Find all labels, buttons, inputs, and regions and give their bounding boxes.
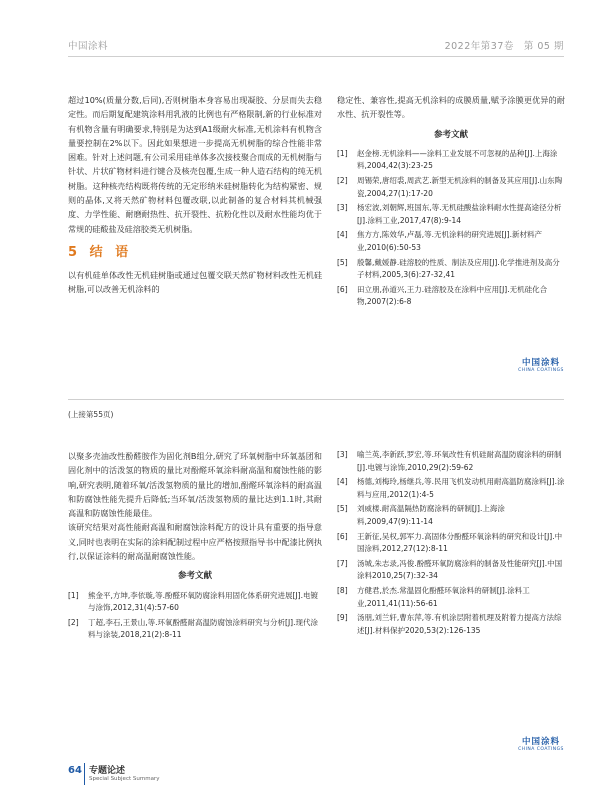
reference-item: [9] 汤朋,刘兰轩,曹东萍,等.有机涂层附着机理及附着力提高方法综述[J].材料保护2020,53(2):126-135 xyxy=(337,613,562,635)
bottom-left-column xyxy=(68,449,322,644)
references-title: 参考文献 xyxy=(177,571,212,582)
reference-item: [3] 杨宏波,刘朝辉,班国东,等.无机硅酸盐涂料耐水性提高途径分析[J].涂料工业,2017,47(8):9-14 xyxy=(337,203,562,225)
reference-list xyxy=(337,148,565,309)
header-rule xyxy=(68,56,564,57)
journal-name: 中国涂料 xyxy=(68,41,109,52)
reference-list xyxy=(68,590,322,642)
top-right-column xyxy=(337,93,565,311)
reference-item: [2] 周锡荣,唐绍裘,周武艺.新型无机涂料的制备及其应用[J].山东陶瓷,2004,27(1):17-20 xyxy=(337,176,563,198)
reference-item: [4] 杨德,刘梅玲,杨继兵,等.民用飞机发动机用耐高温防腐涂料[J].涂料与应用,2012(1):4-5 xyxy=(337,477,565,499)
bottom-right-column xyxy=(337,449,565,639)
reference-item: [5] 刘威楼.耐高温隔热防腐涂料的研制[J].上海涂料,2009,47(9):11-14 xyxy=(337,504,505,526)
journal-logo: 中国涂料 CHINA COATINGS xyxy=(518,737,564,752)
reference-item: [8] 方健君,於杰.常温固化酚醛环氧涂料的研制[J].涂料工业,2011,41(11):56-61 xyxy=(337,585,530,608)
body-paragraph: 超过10%(质量分数,后同),否则树脂本身容易出现凝胶、分层而失去稳定性。而后期复配建筑涂料用乳液的比例也有严格限制,新的行业标准对有机物含量有明确要求,特别是为达到A1级耐火标准,无机涂料有机物含量要控制在2%以下。因此如果想进一步提高无机树脂的综合性能非常困难。针对上述问题,有公司采用硅单体多次接枝聚合而成的无机树脂与针状、片状矿物材料进行键合及核壳包覆,生成一种人造石结构的纯无机树脂。这种核壳结构既将传统的无定形纳米硅树脂转化为结构紧密、规则的晶体,又将天然矿物材料包覆改联,以此制备的复合材料其机械强度、力学性能、耐磨耐热性、抗开裂性、抗粉化性以及耐水性能均优于常规的硅酸盐及硅溶胶类无机树脂。 xyxy=(68,95,322,234)
article-separator xyxy=(68,399,564,400)
top-left-column xyxy=(68,93,322,297)
reference-item: [1] 熊金平,方坤,李依璇,等.酚醛环氧防腐涂料用固化体系研究进展[J].电镀与涂饰,2012,31(4):57-60 xyxy=(68,590,318,613)
section-name-en: Special Subject Summary xyxy=(89,776,160,782)
section-heading: 5 结 语 xyxy=(68,244,133,260)
reference-item: [6] 田立朋,孙道兴,王力.硅溶胶及在涂料中应用[J].无机硅化合物,2007(2):6-8 xyxy=(337,284,548,307)
continued-from-note: (上接第55页) xyxy=(68,410,114,419)
reference-item: [7] 汤城,朱志录,冯俊.酚醛环氧防腐涂料的制备及性能研究[J].中国涂料2010,25(7):32-34 xyxy=(337,558,563,581)
reference-item: [6] 王新征,吴权,郭军力.高固体分酚醛环氧涂料的研究和设计[J].中国涂料,2012,27(12):8-11 xyxy=(337,531,563,554)
reference-item: [2] 丁超,李石,王景山,等.环氧酚醛耐高温防腐蚀涂料研究与分析[J].现代涂料与涂装,2018,21(2):8-11 xyxy=(68,617,318,640)
body-paragraph: 该研究结果对高性能耐高温和耐腐蚀涂料配方的设计具有重要的指导意义,同时也表明在实际的涂料配制过程中应严格按照指导书中配漆比例执行,以保证涂料的耐高温耐腐蚀性能。 xyxy=(68,522,322,562)
reference-item: [5] 殷馨,戴媛静.硅溶胶的性质、制法及应用[J].化学推进剂及高分子材料,2005,3(6):27-32,41 xyxy=(337,257,560,280)
body-paragraph: 稳定性、兼容性,提高无机涂料的成膜质量,赋予涂膜更优异的耐水性、抗开裂性等。 xyxy=(337,95,565,120)
footer-divider xyxy=(84,763,85,785)
running-header xyxy=(68,38,564,52)
issue-info: 2022年第37卷 第 05 期 xyxy=(444,41,564,52)
references-title: 参考文献 xyxy=(433,129,468,140)
section-name: 专题论述 xyxy=(89,766,126,776)
body-paragraph: 以聚多壳油改性酚醛胺作为固化剂B组分,研究了环氧树脂中环氧基团和固化剂中的活泼氢的物质的量比对酚醛环氧涂料耐高温和腐蚀性能的影响,研究表明,随着环氧/活泼氢物质的量比的增加,酚醛环氧涂料的耐高温和防腐蚀性能先提升后降低;当环氧/活泼氢物质的量比达到1.1时,其耐高温和防腐蚀性能最佳。 xyxy=(68,451,322,519)
reference-item: [1] 赵金榜.无机涂料——涂料工业发展不可忽视的品种[J].上海涂料,2004,42(3):23-25 xyxy=(337,148,558,171)
reference-item: [3] 喻兰英,李新跃,罗宏,等.环氧改性有机硅耐高温防腐涂料的研制[J].电镀与涂饰,2010,29(2):59-62 xyxy=(337,450,562,472)
journal-logo: 中国涂料 CHINA COATINGS xyxy=(518,358,564,373)
reference-list xyxy=(337,449,565,637)
page-number: 64 xyxy=(68,765,82,776)
reference-item: [4] 焦方方,陈效华,卢磊,等.无机涂料的研究进展[J].新材料产业,2010(6):50-53 xyxy=(337,230,542,253)
conclusion-paragraph: 以有机硅单体改性无机硅树脂或通过包覆交联天然矿物材料改性无机硅树脂,可以改善无机涂料的 xyxy=(68,269,322,295)
